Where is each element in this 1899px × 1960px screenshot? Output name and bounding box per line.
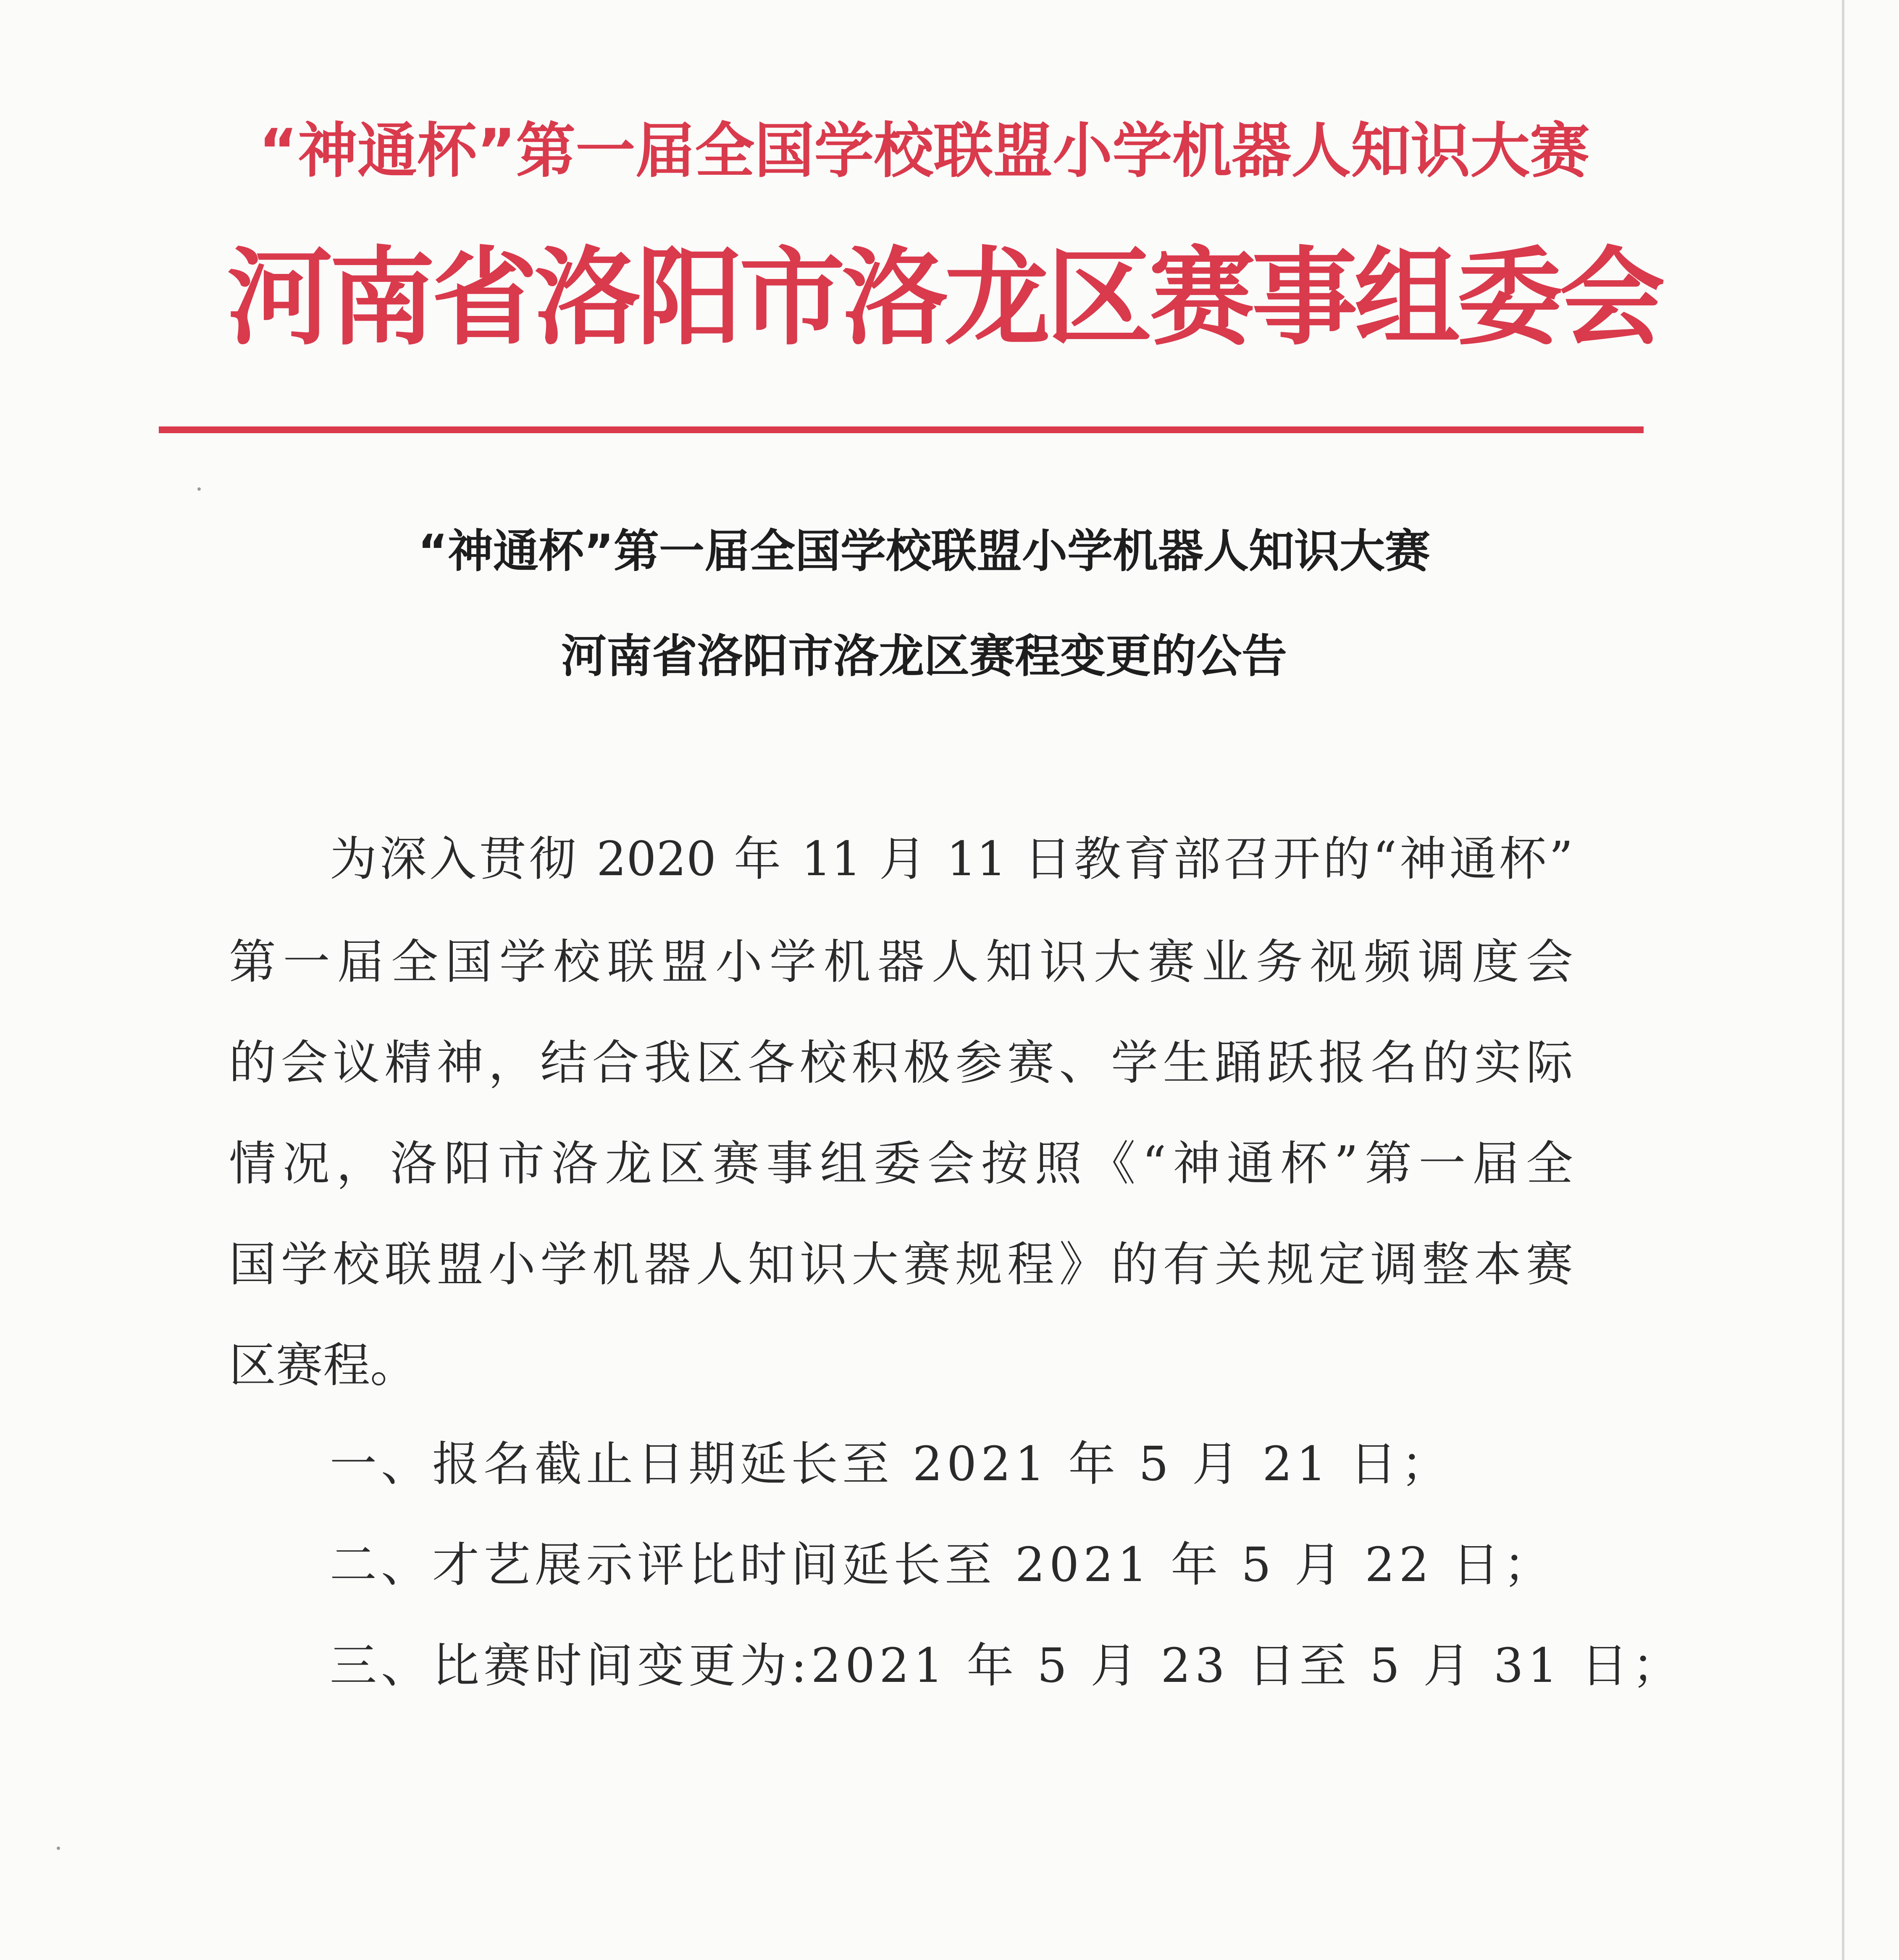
schedule-item-2: 二、才艺展示评比时间延长至 2021 年 5 月 22 日； [330,1538,1555,1592]
header-red-divider [159,426,1644,433]
body-paragraph-line: 第一届全国学校联盟小学机器人知识大赛业务视频调度会 [229,935,1573,989]
header-organizer-name: 河南省洛阳市洛龙区赛事组委会 [227,237,1662,360]
body-paragraph-line: 的会议精神，结合我区各校积极参赛、学生踊跃报名的实际 [229,1036,1573,1090]
body-paragraph-line: 国学校联盟小学机器人知识大赛规程》的有关规定调整本赛 [229,1237,1573,1292]
notice-title-line-1: “神通杯”第一届全国学校联盟小学机器人知识大赛 [418,525,1430,578]
scan-speck [57,1847,60,1850]
schedule-item-1: 一、报名截止日期延长至 2021 年 5 月 21 日； [330,1437,1452,1492]
body-paragraph-line: 为深入贯彻 2020 年 11 月 11 日教育部召开的“神通杯” [330,832,1573,887]
schedule-item-3: 三、比赛时间变更为:2021 年 5 月 23 日至 5 月 31 日； [330,1639,1684,1693]
body-paragraph-line: 区赛程。 [229,1338,417,1393]
header-competition-name: “神通杯”第一届全国学校联盟小学机器人知识大赛 [258,116,1590,186]
scan-edge-line [1842,0,1844,1960]
notice-title-line-2: 河南省洛阳市洛龙区赛程变更的公告 [561,630,1287,683]
body-paragraph-line: 情况，洛阳市洛龙区赛事组委会按照《“神通杯”第一届全 [229,1137,1573,1191]
scan-speck [197,487,201,491]
